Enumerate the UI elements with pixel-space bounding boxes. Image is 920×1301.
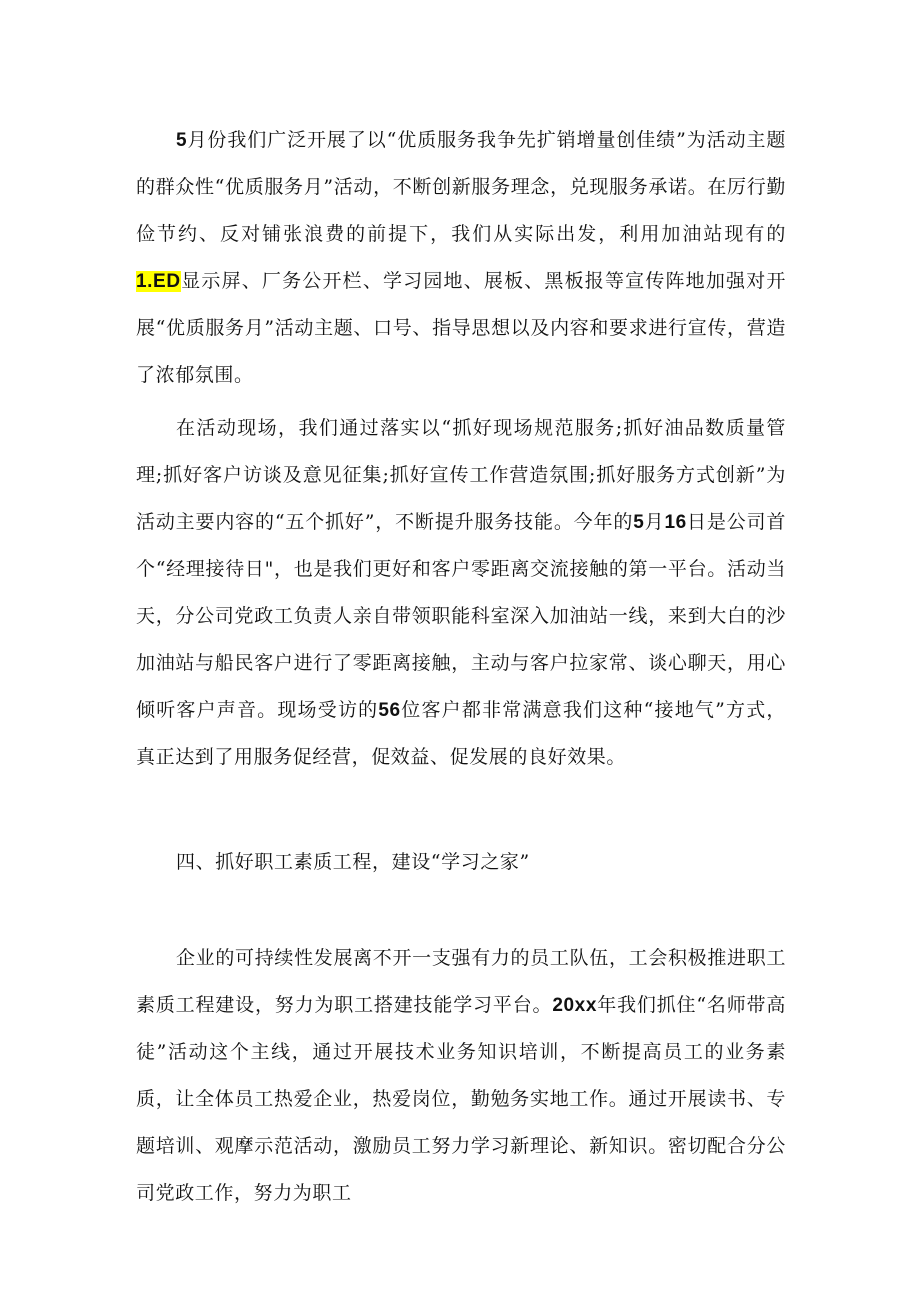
section-heading: 四、抓好职工素质工程，建设“学习之家” bbox=[176, 851, 530, 873]
paragraph-2-number-1: 5 bbox=[633, 512, 645, 533]
paragraph-2-text-3: 日是公司首个“经理接待日"，也是我们更好和客户零距离交流接触的第一平台。活动当天，分公司党政工负责人亲自带领职能科室深入加油站一线，来到大白的沙加油站与船民客户进行了零距离接触，主动与客户拉家常、谈心聊天，用心倾听客户声音。现场受访的 bbox=[136, 511, 786, 721]
paragraph-1 bbox=[136, 117, 786, 399]
paragraph-2 bbox=[136, 405, 786, 781]
paragraph-3-number-1: 20xx bbox=[552, 995, 598, 1016]
paragraph-2-number-2: 16 bbox=[664, 512, 687, 533]
paragraph-2-number-3: 56 bbox=[378, 700, 401, 721]
paragraph-2-text-4: 位客户都非常满意我们这种“接地气”方式，真正达到了用服务促经营，促效益、促发展的良好效果。 bbox=[136, 699, 786, 768]
paragraph-3-text-1: 企业的可持续性发展离不开一支强有力的员工队伍，工会积极推进职工素质工程建设，努力为职工搭建技能学习平台。 bbox=[136, 947, 786, 1016]
paragraph-2-text-2: 月 bbox=[644, 511, 665, 533]
paragraph-1-text-2: 显示屏、厂务公开栏、学习园地、展板、黑板报等宣传阵地加强对开展“优质服务月”活动主题、口号、指导思想以及内容和要求进行宣传，营造了浓郁氛围。 bbox=[136, 270, 786, 386]
highlighted-text: 1.ED bbox=[136, 271, 181, 292]
paragraph-1-text-1: 月份我们广泛开展了以“优质服务我争先扩销增量创佳绩”为活动主题的群众性“优质服务月”活动，不断创新服务理念，兑现服务承诺。在厉行勤俭节约、反对铺张浪费的前提下，我们从实际出发，利用加油站现有的 bbox=[136, 129, 786, 245]
paragraph-2-text-1: 在活动现场，我们通过落实以“抓好现场规范服务;抓好油品数质量管理;抓好客户访谈及意见征集;抓好宣传工作营造氛围;抓好服务方式创新”为活动主要内容的“五个抓好”，不断提升服务技能。今年的 bbox=[136, 417, 786, 533]
paragraph-1-number-1: 5 bbox=[176, 130, 188, 151]
paragraph-3-text-2: 年我们抓住“名师带高徒”活动这个主线，通过开展技术业务知识培训，不断提高员工的业务素质，让全体员工热爱企业，热爱岗位，勤勉务实地工作。通过开展读书、专题培训、观摩示范活动，激励员工努力学习新理论、新知识。密切配合分公司党政工作，努力为职工 bbox=[136, 994, 786, 1204]
paragraph-3 bbox=[136, 935, 786, 1217]
